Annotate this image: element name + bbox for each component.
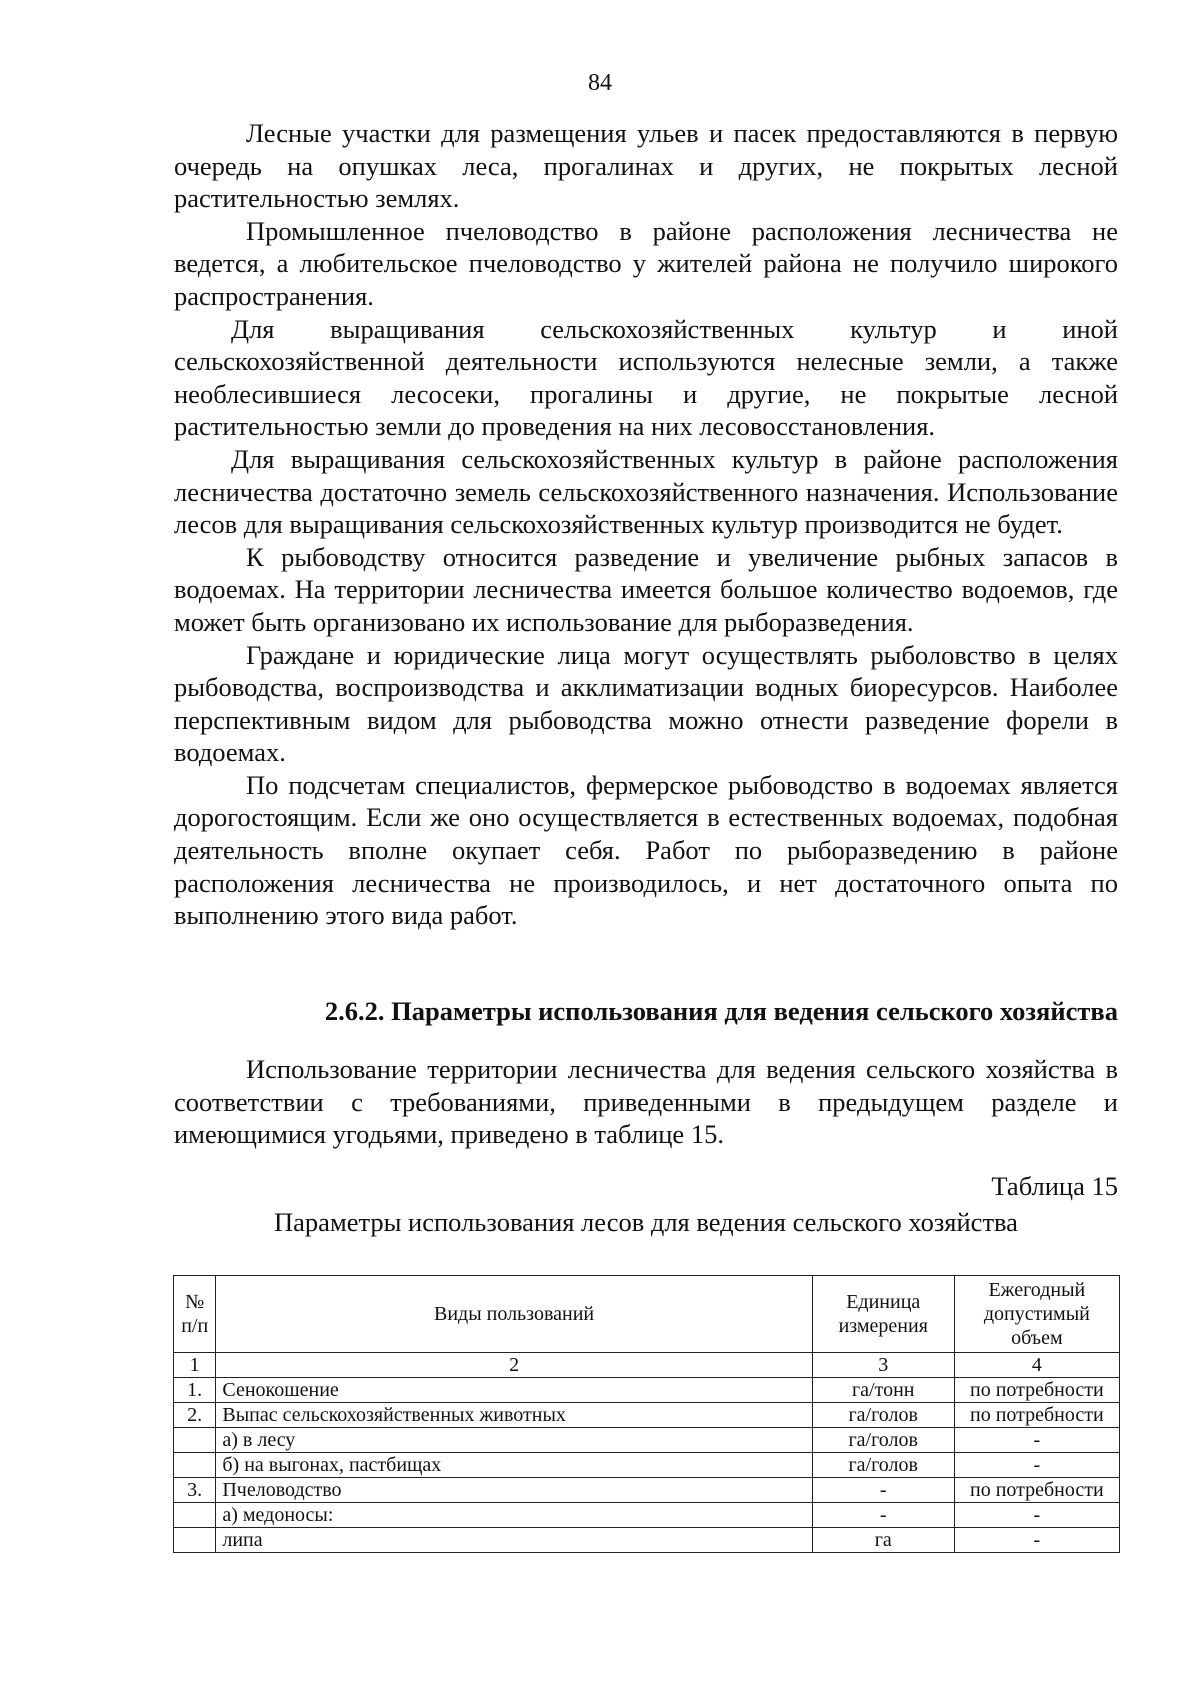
table-row: [174, 1378, 1120, 1403]
header-kind: Виды пользований: [216, 1276, 812, 1353]
cell-num: [174, 1428, 216, 1453]
cell-volume: по потребности: [954, 1478, 1119, 1503]
cell-volume: -: [954, 1503, 1119, 1528]
intro-text: [174, 1053, 1118, 1151]
cell-kind: Сенокошение: [216, 1378, 812, 1403]
section-heading: 2.6.2. Параметры использования для ведения сельского хозяйства: [324, 996, 1118, 1026]
table-row: [174, 1503, 1120, 1528]
paragraph: Для выращивания сельскохозяйственных культур в районе расположения лесничества достаточно земель сельскохозяйственного назначения. Использование лесов для выращивания сельскохозяйственных культур производится не будет.: [174, 443, 1118, 540]
cell-unit: га/голов: [812, 1428, 954, 1453]
table-header-row: [174, 1276, 1120, 1353]
column-number-row: [174, 1353, 1120, 1378]
cell-kind: Выпас сельскохозяйственных животных: [216, 1403, 812, 1428]
cell-unit: га/голов: [812, 1453, 954, 1478]
paragraph: Граждане и юридические лица могут осуществлять рыболовство в целях рыбоводства, воспроизводства и акклиматизации водных биоресурсов. Наиболее перспективным видом для рыбоводства можно отнести разведение форели в водоемах.: [174, 639, 1118, 768]
cell-unit: га/тонн: [812, 1378, 954, 1403]
cell-kind: а) в лесу: [216, 1428, 812, 1453]
header-volume: Ежегодный допустимый объем: [954, 1276, 1119, 1353]
table-row: [174, 1478, 1120, 1503]
cell-num: [174, 1453, 216, 1478]
column-number: 3: [812, 1353, 954, 1378]
table-row: [174, 1428, 1120, 1453]
parameters-table: [173, 1275, 1120, 1553]
page-number: 84: [588, 70, 612, 96]
cell-kind: а) медоносы:: [216, 1503, 812, 1528]
header-unit: Единица измерения: [812, 1276, 954, 1353]
cell-volume: -: [954, 1528, 1119, 1553]
paragraph: Для выращивания сельскохозяйственных культур и иной сельскохозяйственной деятельности используются нелесные земли, а также необлесившиеся лесосеки, прогалины и другие, не покрытые лесной растительностью земли до проведения на них лесовосстановления.: [174, 313, 1118, 442]
cell-kind: Пчеловодство: [216, 1478, 812, 1503]
paragraph: Промышленное пчеловодство в районе расположения лесничества не ведется, а любительское пчеловодство у жителей района не получило широкого распространения.: [174, 215, 1118, 311]
cell-volume: -: [954, 1453, 1119, 1478]
cell-num: [174, 1528, 216, 1553]
paragraph: Лесные участки для размещения ульев и пасек предоставляются в первую очередь на опушках леса, прогалинах и других, не покрытых лесной растительностью землях.: [174, 118, 1118, 214]
paragraph: К рыбоводству относится разведение и увеличение рыбных запасов в водоемах. На территории лесничества имеется большое количество водоемов, где может быть организовано их использование для рыборазведения.: [174, 541, 1118, 637]
cell-unit: га: [812, 1528, 954, 1553]
cell-num: [174, 1503, 216, 1528]
table-number: Таблица 15: [991, 1171, 1118, 1201]
cell-kind: б) на выгонах, пастбищах: [216, 1453, 812, 1478]
table-body: [174, 1378, 1120, 1553]
paragraph: По подсчетам специалистов, фермерское рыбоводство в водоемах является дорогостоящим. Если же оно осуществляется в естественных водоемах, подобная деятельность вполне окупает себя. Работ по рыборазведению в районе расположения лесничества не производилось, и нет достаточного опыта по выполнению этого вида работ.: [174, 769, 1118, 931]
table-row: [174, 1453, 1120, 1478]
table-row: [174, 1403, 1120, 1428]
cell-kind: липа: [216, 1528, 812, 1553]
cell-volume: -: [954, 1428, 1119, 1453]
header-num: № п/п: [174, 1276, 216, 1353]
cell-volume: по потребности: [954, 1378, 1119, 1403]
paragraph: Использование территории лесничества для ведения сельского хозяйства в соответствии с требованиями, приведенными в предыдущем разделе и имеющимися угодьями, приведено в таблице 15.: [174, 1054, 1118, 1150]
column-number: 4: [954, 1353, 1119, 1378]
cell-num: 1.: [174, 1378, 216, 1403]
cell-unit: -: [812, 1478, 954, 1503]
cell-volume: по потребности: [954, 1403, 1119, 1428]
column-number: 2: [216, 1353, 812, 1378]
cell-unit: га/голов: [812, 1403, 954, 1428]
table-caption: Параметры использования лесов для ведения сельского хозяйства: [274, 1207, 1018, 1237]
body-text: [174, 117, 1118, 932]
cell-num: 2.: [174, 1403, 216, 1428]
table-row: [174, 1528, 1120, 1553]
column-number: 1: [174, 1353, 216, 1378]
cell-unit: -: [812, 1503, 954, 1528]
cell-num: 3.: [174, 1478, 216, 1503]
